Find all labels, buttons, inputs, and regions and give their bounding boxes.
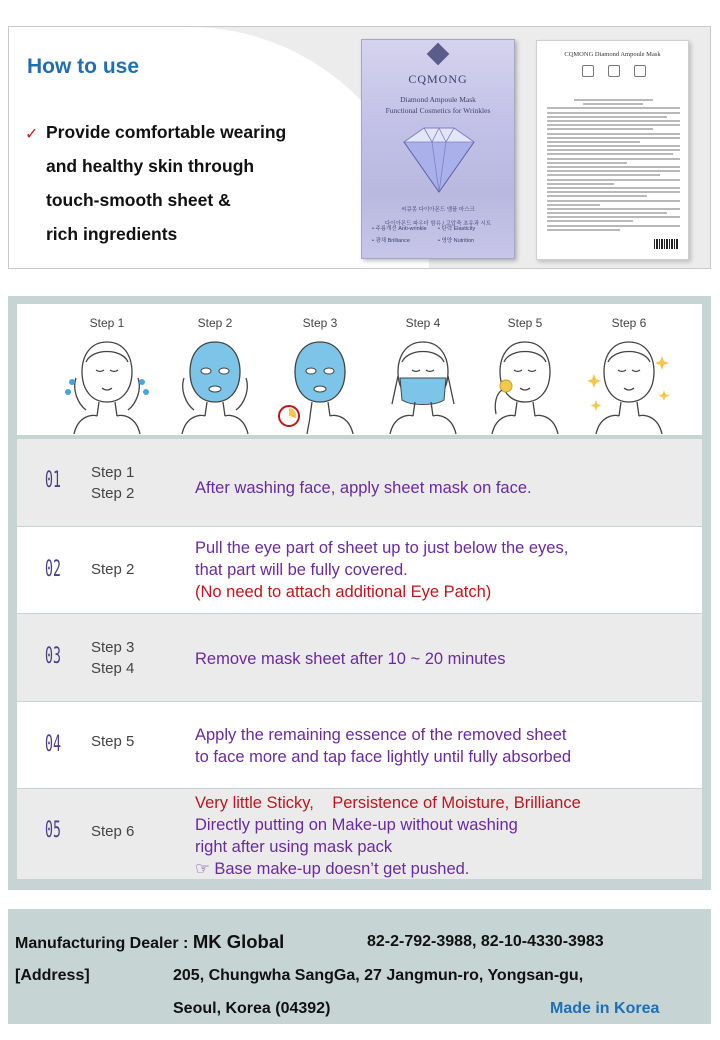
dealer-info <box>8 909 711 1024</box>
made-in-korea: Made in Korea <box>550 1000 660 1017</box>
package-features <box>438 223 475 247</box>
steps-panel <box>8 296 711 890</box>
instruction-number: 01 <box>45 468 61 493</box>
face-mask-icon <box>172 334 258 434</box>
step-illustrations <box>17 304 702 435</box>
instruction-row-4 <box>17 702 702 788</box>
step-label: Step 2 <box>197 316 233 330</box>
instruction-line: to face more and tap face lightly until fully absorbed <box>195 748 572 766</box>
step-illustration-4 <box>368 304 478 435</box>
step-label: Step 3 <box>302 316 338 330</box>
step-label: Step 4 <box>405 316 441 330</box>
instruction-line: Remove mask sheet after 10 ~ 20 minutes <box>195 650 506 668</box>
step-label: Step 6 <box>611 316 647 330</box>
instruction-line: Apply the remaining essence of the removed sheet <box>195 726 567 744</box>
dealer-phones: 82-2-792-3988, 82-10-4330-3983 <box>367 933 604 950</box>
instruction-step-ref: Step 6 <box>91 823 135 840</box>
instruction-number: 04 <box>45 732 61 757</box>
package-korean-sub: 다이아몬드 파우더 함유 / 고압축 초유과 시트 <box>384 221 492 227</box>
package-feature: • 영양 Nutrition <box>438 238 475 244</box>
package-feature: • 주름개선 Anti-wrinkle <box>372 226 427 232</box>
face-remove-mask-icon <box>380 334 466 434</box>
face-glowing-icon <box>586 334 672 434</box>
intro-line: rich ingredients <box>46 224 178 244</box>
skin-icon <box>634 65 646 77</box>
face-washing-icon <box>64 334 150 434</box>
package-back-icons <box>582 65 646 77</box>
instruction-highlight: Very little Sticky, Persistence of Moisture, Brilliance <box>195 794 581 812</box>
instruction-row-3 <box>17 614 702 701</box>
instruction-steps <box>91 559 134 580</box>
instruction-steps <box>91 637 134 679</box>
instruction-note: (No need to attach additional Eye Patch) <box>195 583 492 601</box>
instruction-text <box>195 648 505 670</box>
instruction-number: 03 <box>45 644 61 669</box>
intro-panel <box>8 26 711 269</box>
intro-line: touch-smooth sheet & <box>46 190 231 210</box>
pen-icon <box>582 65 594 77</box>
step-illustration-6 <box>574 304 684 435</box>
instruction-row-5 <box>17 789 702 879</box>
instruction-line: right after using mask pack <box>195 838 393 856</box>
step-illustration-3 <box>265 304 375 435</box>
package-brand: CQMONG <box>408 72 468 86</box>
instruction-text <box>195 477 532 499</box>
step-illustration-5 <box>470 304 580 435</box>
instruction-line: Pull the eye part of sheet up to just below the eyes, <box>195 539 569 557</box>
step-label: Step 5 <box>507 316 543 330</box>
dealer-label-text: Manufacturing Dealer : <box>15 935 193 952</box>
face-tapping-icon <box>482 334 568 434</box>
diamond-small-icon <box>608 65 620 77</box>
package-korean-name: 씨큐몽 다이아몬드 앰플 마스크 <box>401 207 475 213</box>
instruction-line: After washing face, apply sheet mask on face. <box>195 479 532 497</box>
instruction-text <box>195 792 581 880</box>
intro-title: How to use <box>27 55 140 78</box>
address-line-1: 205, Chungwha SangGa, 27 Jangmun-ro, Yongsan-gu, <box>173 967 584 984</box>
intro-text <box>46 121 286 257</box>
intro-line: and healthy skin through <box>46 156 255 176</box>
dealer-name: MK Global <box>192 931 285 952</box>
instruction-number: 05 <box>45 818 61 843</box>
package-feature: • 광채 Brilliance <box>372 238 410 244</box>
package-front-image <box>361 39 515 259</box>
package-name-line: Functional Cosmetics for Wrinkles <box>385 106 491 115</box>
instruction-step-ref: Step 2 <box>91 561 135 578</box>
instruction-line: ☞ Base make-up doesn’t get pushed. <box>195 860 470 878</box>
instruction-step-ref: Step 1 <box>91 464 135 481</box>
instruction-step-ref: Step 5 <box>91 733 135 750</box>
instruction-text <box>195 537 568 603</box>
instruction-steps <box>91 462 134 504</box>
diamond-icon <box>384 124 494 196</box>
step-label: Step 1 <box>89 316 125 330</box>
package-features <box>372 223 427 247</box>
package-name <box>362 94 514 116</box>
brand-logo-icon <box>427 43 450 66</box>
package-feature: • 탄력 Elasticity <box>438 226 476 232</box>
face-mask-timer-icon <box>277 334 363 434</box>
instruction-text <box>195 724 571 768</box>
barcode-icon <box>654 239 678 249</box>
instruction-line: that part will be fully covered. <box>195 561 408 579</box>
instruction-step-ref: Step 2 <box>91 485 135 502</box>
package-name-line: Diamond Ampoule Mask <box>400 95 476 104</box>
package-back-text-block <box>547 99 680 233</box>
package-back-title: CQMONG Diamond Ampoule Mask <box>564 51 661 58</box>
instruction-steps <box>91 821 134 842</box>
step-illustration-1 <box>52 304 162 435</box>
instruction-row-1 <box>17 439 702 526</box>
instruction-steps <box>91 731 134 752</box>
intro-line: Provide comfortable wearing <box>46 122 287 142</box>
instruction-step-ref: Step 3 <box>91 639 135 656</box>
step-illustration-2 <box>160 304 270 435</box>
instruction-step-ref: Step 4 <box>91 660 135 677</box>
address-label: [Address] <box>15 967 90 984</box>
check-icon: ✓ <box>25 126 39 143</box>
instruction-row-2 <box>17 527 702 613</box>
package-back-image <box>536 40 689 260</box>
address-line-2: Seoul, Korea (04392) <box>173 1000 331 1017</box>
dealer-label <box>15 931 284 953</box>
instruction-number: 02 <box>45 557 61 582</box>
instruction-line: Directly putting on Make-up without washing <box>195 816 518 834</box>
